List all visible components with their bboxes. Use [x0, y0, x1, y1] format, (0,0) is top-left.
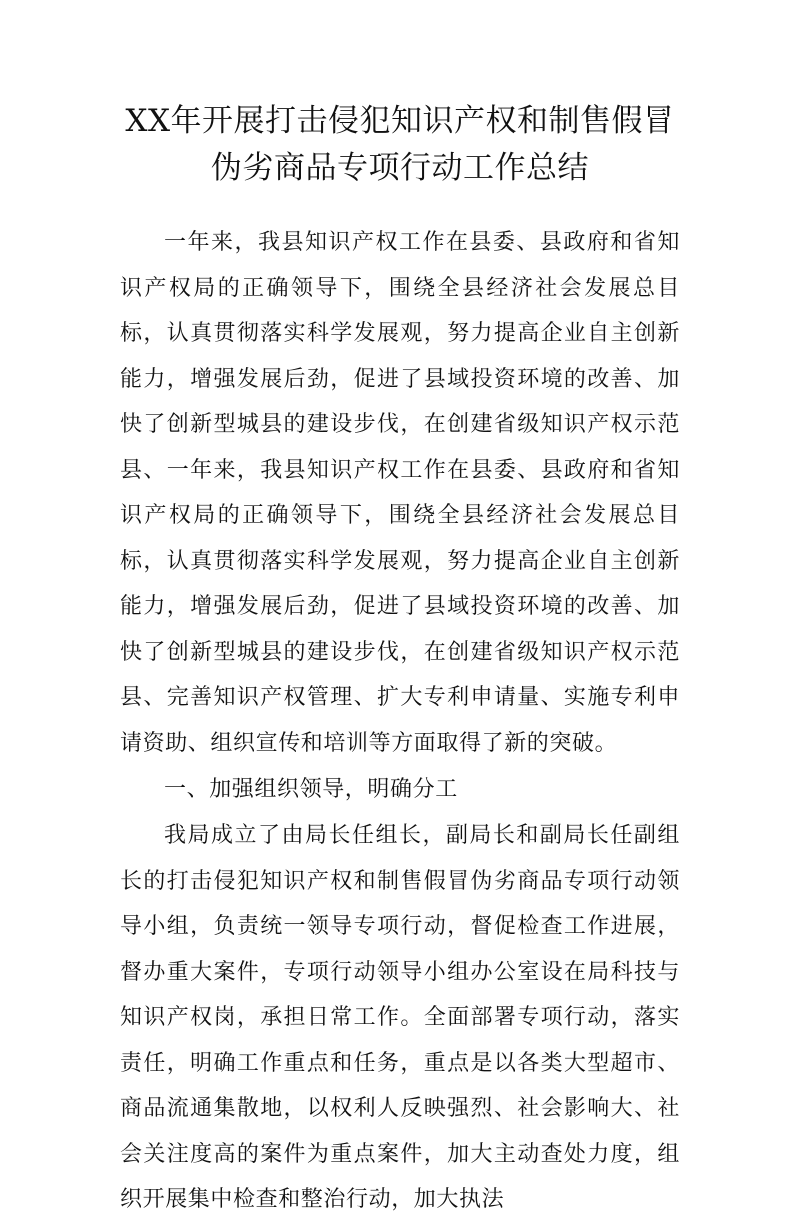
paragraph-section-1: 我局成立了由局长任组长，副局长和副局长任副组长的打击侵犯知识产权和制售假冒伪劣商品专项行动领导小组，负责统一领导专项行动，督促检查工作进展，督办重大案件，专项行动领导小组办公室设在局科技与知识产权岗，承担日常工作。全面部署专项行动，落实责任，明确工作重点和任务，重点是以各类大型超市、商品流通集散地，以权利人反映强烈、社会影响大、社会关注度高的案件为重点案件，加大主动查处力度，组织开展集中检查和整治行动，加大执法 [120, 823, 680, 1213]
document-title-line-2: 伪劣商品专项行动工作总结 [211, 150, 589, 186]
document-title [120, 98, 680, 192]
document-title-line-1: XX年开展打击侵犯知识产权和制售假冒 [125, 103, 675, 139]
section-heading-1: 一、加强组织领导，明确分工 [164, 776, 458, 802]
document-body [120, 220, 680, 1223]
paragraph-intro: 一年来，我县知识产权工作在县委、县政府和省知识产权局的正确领导下，围绕全县经济社会发展总目标，认真贯彻落实科学发展观，努力提高企业自主创新能力，增强发展后劲，促进了县域投资环境的改善、加快了创新型城县的建设步伐，在创建省级知识产权示范县、一年来，我县知识产权工作在县委、县政府和省知识产权局的正确领导下，围绕全县经济社会发展总目标，认真贯彻落实科学发展观，努力提高企业自主创新能力，增强发展后劲，促进了县域投资环境的改善、加快了创新型城县的建设步伐，在创建省级知识产权示范县、完善知识产权管理、扩大专利申请量、实施专利申请资助、组织宣传和培训等方面取得了新的突破。 [120, 230, 680, 756]
